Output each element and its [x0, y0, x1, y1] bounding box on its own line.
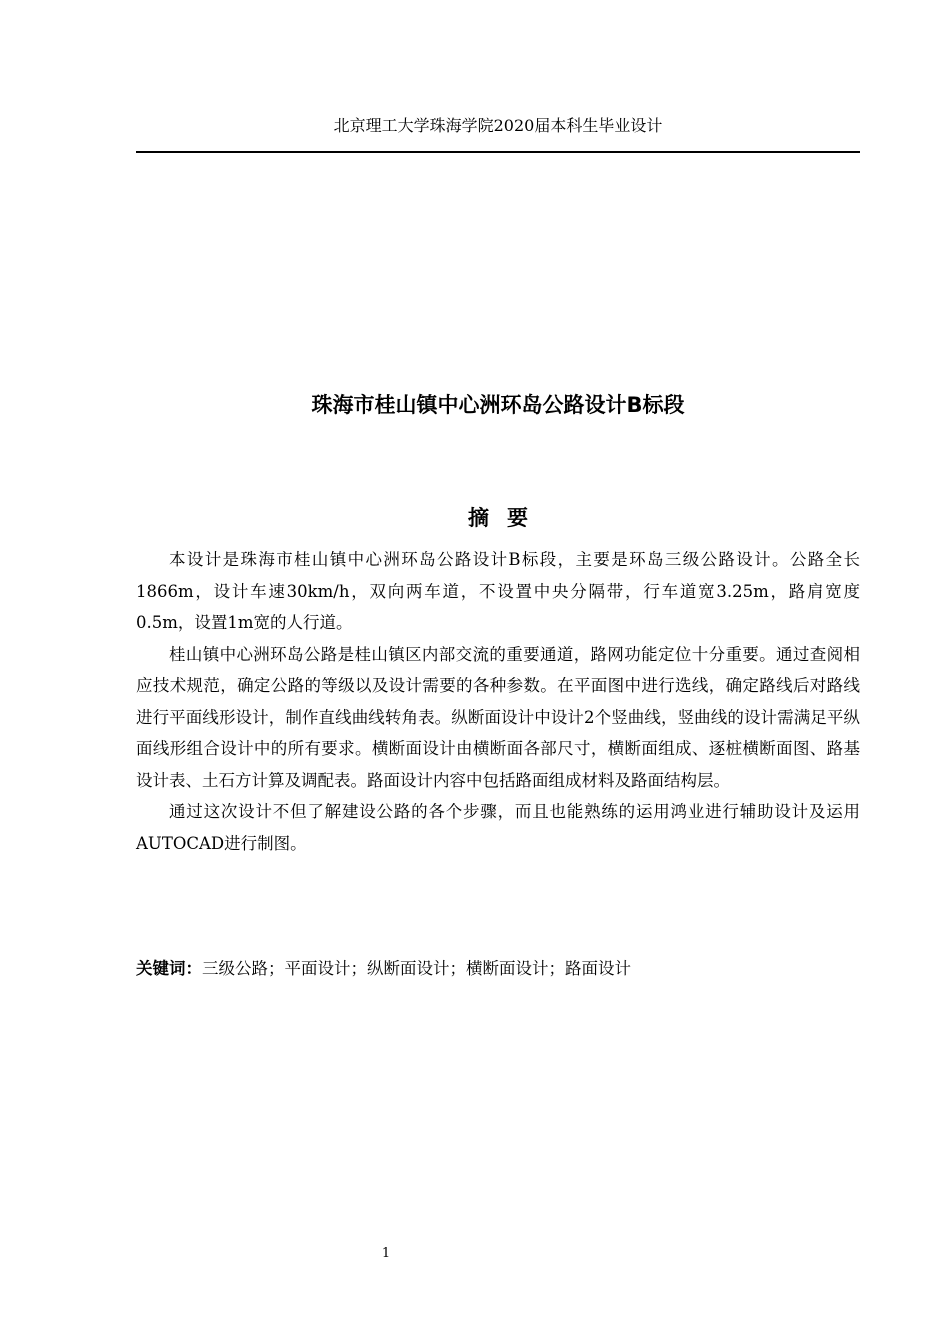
- page-number: 1: [381, 1246, 391, 1261]
- abstract-paragraph: 桂山镇中心洲环岛公路是桂山镇区内部交流的重要通道，路网功能定位十分重要。通过查阅相应技术规范，确定公路的等级以及设计需要的各种参数。在平面图中进行选线，确定路线后对路线进行平面线形设计，制作直线曲线转角表。纵断面设计中设计2个竖曲线，竖曲线的设计需满足平纵面线形组合设计中的所有要求。横断面设计由横断面各部尺寸，横断面组成、逐桩横断面图、路基设计表、土石方计算及调配表。路面设计内容中包括路面组成材料及路面结构层。: [136, 644, 860, 790]
- keywords-value: 三级公路；平面设计；纵断面设计；横断面设计；路面设计: [202, 959, 631, 978]
- abstract-heading: 摘要: [468, 506, 546, 530]
- abstract-paragraph: 本设计是珠海市桂山镇中心洲环岛公路设计B标段，主要是环岛三级公路设计。公路全长1866m，设计车速30km/h，双向两车道，不设置中央分隔带，行车道宽3.25m，路肩宽度0.5m，设置1m宽的人行道。: [136, 550, 860, 632]
- abstract-body: [136, 544, 860, 859]
- abstract-paragraph: 通过这次设计不但了解建设公路的各个步骤，而且也能熟练的运用鸿业进行辅助设计及运用AUTOCAD进行制图。: [136, 802, 860, 853]
- header-rule: [136, 151, 860, 153]
- keywords-line: [136, 953, 860, 985]
- keywords-label: 关键词：: [136, 959, 202, 978]
- document-title: 珠海市桂山镇中心洲环岛公路设计B标段: [311, 393, 685, 417]
- page-header: 北京理工大学珠海学院2020届本科生毕业设计: [333, 116, 663, 135]
